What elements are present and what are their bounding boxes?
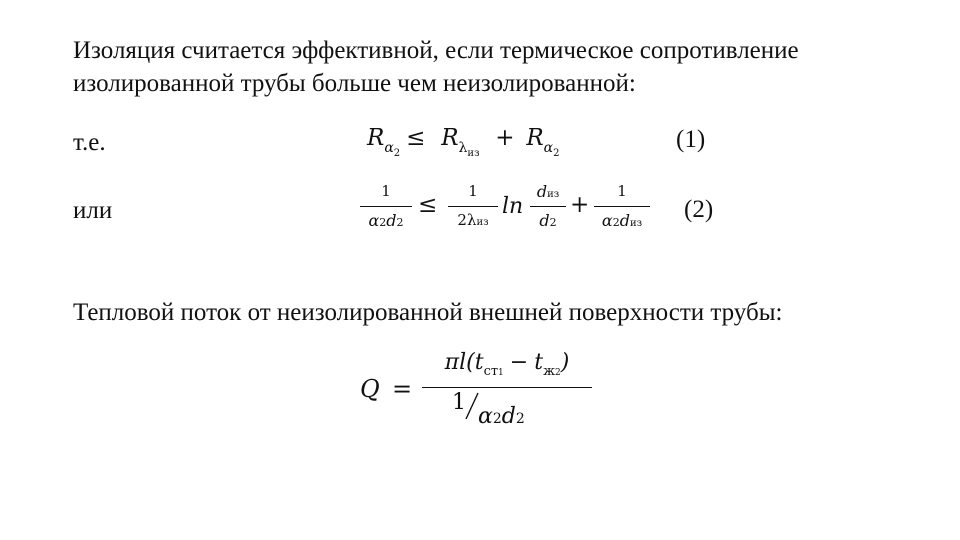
heat-flow-paragraph: Тепловой поток от неизолированной внешней поверхности трубы: [73,299,783,326]
eq3-den: 1α2d2 [452,390,525,429]
intro-paragraph: Изоляция считается эффективной, если термическое сопротивление изолированной трубы больше чем неизолированной: [73,37,799,97]
eq2-f1-bar [360,206,412,207]
eq1-R: R [367,125,385,151]
eq3-num: $\pi l(t_{ст1} - t_{ж2})$ [444,350,570,379]
equation-1 [367,125,560,159]
eq1-lambda: λ [458,140,468,156]
label-te: т.е. [73,129,106,156]
eq3-Q: Q [360,375,380,403]
eq2-f2-bar [448,206,498,207]
eq1-plus: + [495,125,515,151]
eq2-f4-den: α2dиз [601,211,643,230]
eq1-number: (1) [676,126,706,153]
eq2-f1-num: 1 [381,182,391,200]
eq1-two: 2 [393,148,401,159]
eq2-f2-num: 1 [468,182,478,200]
eq2-frac-2 [448,182,498,242]
eq2-f4-num: 1 [617,182,627,200]
eq2-frac-1 [360,182,412,242]
eq1-alpha2: α [543,140,554,156]
eq1-alpha: α [384,140,394,156]
eq1-R3: R [526,125,544,151]
eq2-frac-4 [594,182,650,242]
eq2-ln: ln [502,194,524,219]
eq1-iz: из [467,148,480,159]
eq2-number: (2) [684,196,714,223]
eq2-f2-den: 2λиз [457,211,489,229]
eq3-frac [422,345,592,445]
eq1-R2: R [441,125,459,151]
eq3-bar [422,387,592,388]
eq2-f3-den: d2 [539,211,557,230]
eq2-frac-3 [530,182,566,242]
eq1-leq: ≤ [406,125,426,151]
eq2-f3-bar [530,206,566,207]
eq1-two2: 2 [553,148,560,159]
eq2-f4-bar [594,206,650,207]
eq2-leq: ≤ [418,192,438,218]
label-ili: или [73,197,113,224]
eq2-f1-den: α2d2 [368,211,404,230]
eq3-eq: = [392,375,413,403]
eq2-f3-num: dиз [536,182,560,201]
eq2-plus: + [570,192,590,218]
